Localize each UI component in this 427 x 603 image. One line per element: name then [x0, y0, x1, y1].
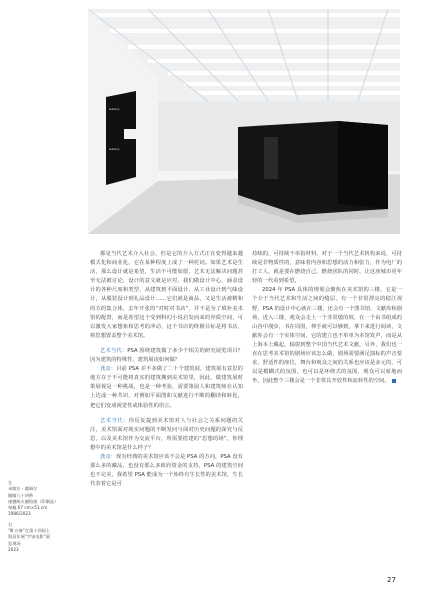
speaker-label: 龚彦： — [100, 366, 117, 373]
caption-line: 米歇尔・翁瑞尔 — [8, 486, 38, 492]
poster-text-top: Gallery — [109, 107, 120, 111]
caption-line: “Ⅲ 万参”在第十四届上 — [8, 528, 51, 534]
paragraph-right-2-text: 2024 年 PSA 具体的规划会聚焦在美术馆的三楼，它是一个介于当代艺术和生活之间的缝层，有一个非常漂亮的稳江视野，PSA 的设计中心就在三楼，还会有一个图书馆，文献库和剧场，进入三楼，观众会走上一个非常缓的坡，在一个由书组成的山谷中漫步，书在周围，伸手就可以够到，拿下来进行阅读，文献库会有一个实体空间，它的建立也不单单为本馆发声，而是从上海本土藏起，辐射到整个中国当代艺术文献，另外，我们也一直在思考美术馆的剧场应该怎么做，剧场需要满足演标的声音要求，舒适性的座位，舞台和观众之间的关系也应该是多元的，可以是模糊式的氛围，也可以是环绕式的氛围，观众可以席地而坐，因此整个三楼会是一个非常具开放性和流转性的空间。 — [252, 287, 402, 385]
paragraph-1: 都是当代艺术介入社会，但是它的介入方式正在变得越来越模式化和商业化，它在某种程度上成了一种托词。如果艺术是生活，那么设计就是希望，生活不可能如愿，艺术无法解决问题甚至无法被讨论，设计的意义就是应对，我们做设计中心，涵盖设计的各种尺度和类型，从建筑到平面设计，从工业设计到气味设计，从服装设计到礼品设计……它们就是商品，又是生活被精和的方的集合体，去年开张的“对时对书店”，并不是为了填补美术馆的配置，而是希望这个受到科幻小说启发而来的异质空间，可以激发大家想象和思考的冲动，这个书店的终极目标是将书店，将思想置盖整个美术馆。 — [90, 251, 243, 339]
answer-1 — [90, 365, 243, 410]
speaker-label: 艺术当代： — [100, 417, 129, 424]
answer-2-text: 现有经典的美术馆应该不会是 PSA 的方向，PSA 没有那么多的藏品，也没有那么多政府资金的支持，PSA 的建筑空间也不完美，我希望 PSA 能成为一个始终有生长性的美术馆，生长代表着它是可 — [90, 453, 243, 488]
speaker-label: 艺术当代： — [100, 347, 128, 354]
answer-2 — [90, 453, 243, 489]
speaker-label: 龚彦： — [100, 453, 116, 460]
caption-line: 2023 — [8, 546, 19, 552]
caption-right-label: 右 — [8, 521, 13, 527]
end-mark-icon — [392, 379, 396, 383]
page-number: 27 — [387, 576, 396, 584]
caption-left-label: 左 — [8, 480, 13, 485]
question-2-text: 你反复提到美术馆对人与社会之关系问题的关注，美术馆面对现实问题的不断发问与面对历史问题的深究与反思，以及美术馆作为交流平台，所需要搭建的“思想的场”，你理想中的美术馆是什么样子？ — [90, 417, 243, 451]
poster-hole — [124, 129, 136, 139]
cube-opening — [264, 137, 278, 179]
black-cube-side — [338, 121, 388, 209]
caption-line: 览现场 — [8, 540, 21, 546]
caption-line: 康德纸火圈绘画（印制品） — [8, 498, 59, 504]
exhibition-photo — [88, 9, 400, 234]
question-1 — [90, 347, 243, 365]
answer-1-text: 目前 PSA 差不多做了二十个建筑展，建筑展有意思的地方在于不可能将真实的建筑搬到美术馆里，因此，做建筑展时策展视是一种挑战，也是一种考验，需要策展人和建筑师在认知上达成一种共识，对例如平面图和文献进行不断的翻译和转化，把它们变成视觉性或体验性的语言。 — [90, 366, 243, 409]
caption-line: 眼睛六十四秒 — [8, 492, 34, 498]
caption-line: 每幅 67 cm×51 cm — [8, 505, 48, 511]
paragraph-right-2 — [252, 286, 402, 386]
right-column — [252, 250, 402, 386]
gallery-scene — [88, 9, 400, 234]
question-1-text: PSA 围绕建筑做了多少个相关的研究展览项目？因为建筑的特殊性，建筑展该如何做？ — [90, 347, 243, 364]
paragraph-right-1: 持续的，可持续不单指材料，对于一个当代艺术机构来说，可持续是非物质性的，意味着内容和思想的活力和张力，作为电厂的打工人，就是要在燃烧自己、燃烧团队的同时，让这座城市更年轻的一代看到希望。 — [252, 251, 402, 285]
caption-line: 海双年展“宇宙电影”展 — [8, 534, 51, 540]
poster-text-mid: Gallery — [109, 147, 120, 151]
question-2 — [90, 417, 243, 453]
left-column — [90, 250, 243, 489]
image-caption — [8, 480, 58, 553]
caption-line: 1986/2023 — [8, 511, 31, 517]
